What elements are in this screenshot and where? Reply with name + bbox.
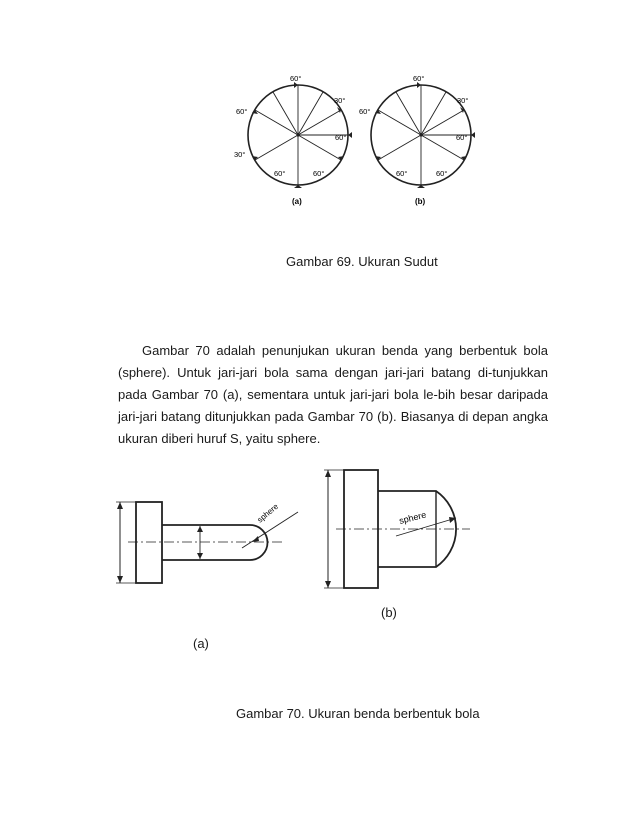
figure-69-drawing <box>228 70 488 212</box>
angle-label-a-bottom-left: 60° <box>274 169 286 178</box>
sphere-label-b: sphere <box>398 509 428 526</box>
figure-70b-drawing <box>316 464 476 594</box>
angle-circle-a <box>234 74 352 206</box>
figure-70a-drawing <box>112 490 312 590</box>
figure-70-label-b: (b) <box>381 605 397 620</box>
body-paragraph <box>118 340 548 450</box>
angle-label-b-right-60: 60° <box>456 133 468 142</box>
figure-70-caption: Gambar 70. Ukuran benda berbentuk bola <box>236 706 480 721</box>
angle-label-a-left-30: 30° <box>234 150 246 159</box>
angle-circle-b <box>359 74 475 206</box>
angle-label-a-left-60: 60° <box>236 107 248 116</box>
angle-label-a-bottom-right: 60° <box>313 169 325 178</box>
figure-69-label-b: (b) <box>415 197 426 206</box>
angle-label-a-right-30: 30° <box>334 96 346 105</box>
angle-label-a-right-60: 60° <box>335 133 347 142</box>
angle-label-a-top: 60° <box>290 74 302 83</box>
angle-label-b-bottom-left: 60° <box>396 169 408 178</box>
sphere-label-a: sphere <box>255 501 281 525</box>
paragraph-text: Gambar 70 adalah penunjukan ukuran benda yang berbentuk bola (sphere). Untuk jari-jari bola sama dengan jari-jari batang di-tunjukkan pada Gambar 70 (a), sementara untuk jari-jari bola le-bih besar daripada jari-jari batang ditunjukkan pada Gambar 70 (b). Biasanya di depan angka ukuran diberi huruf S, yaitu sphere. <box>118 343 548 446</box>
figure-69-label-a: (a) <box>292 197 302 206</box>
figure-69-caption: Gambar 69. Ukuran Sudut <box>286 254 438 269</box>
angle-label-b-right-30: 30° <box>457 96 469 105</box>
figure-70-label-a: (a) <box>193 636 209 651</box>
angle-label-b-left-60: 60° <box>359 107 371 116</box>
angle-label-b-bottom-right: 60° <box>436 169 448 178</box>
angle-label-b-top: 60° <box>413 74 425 83</box>
